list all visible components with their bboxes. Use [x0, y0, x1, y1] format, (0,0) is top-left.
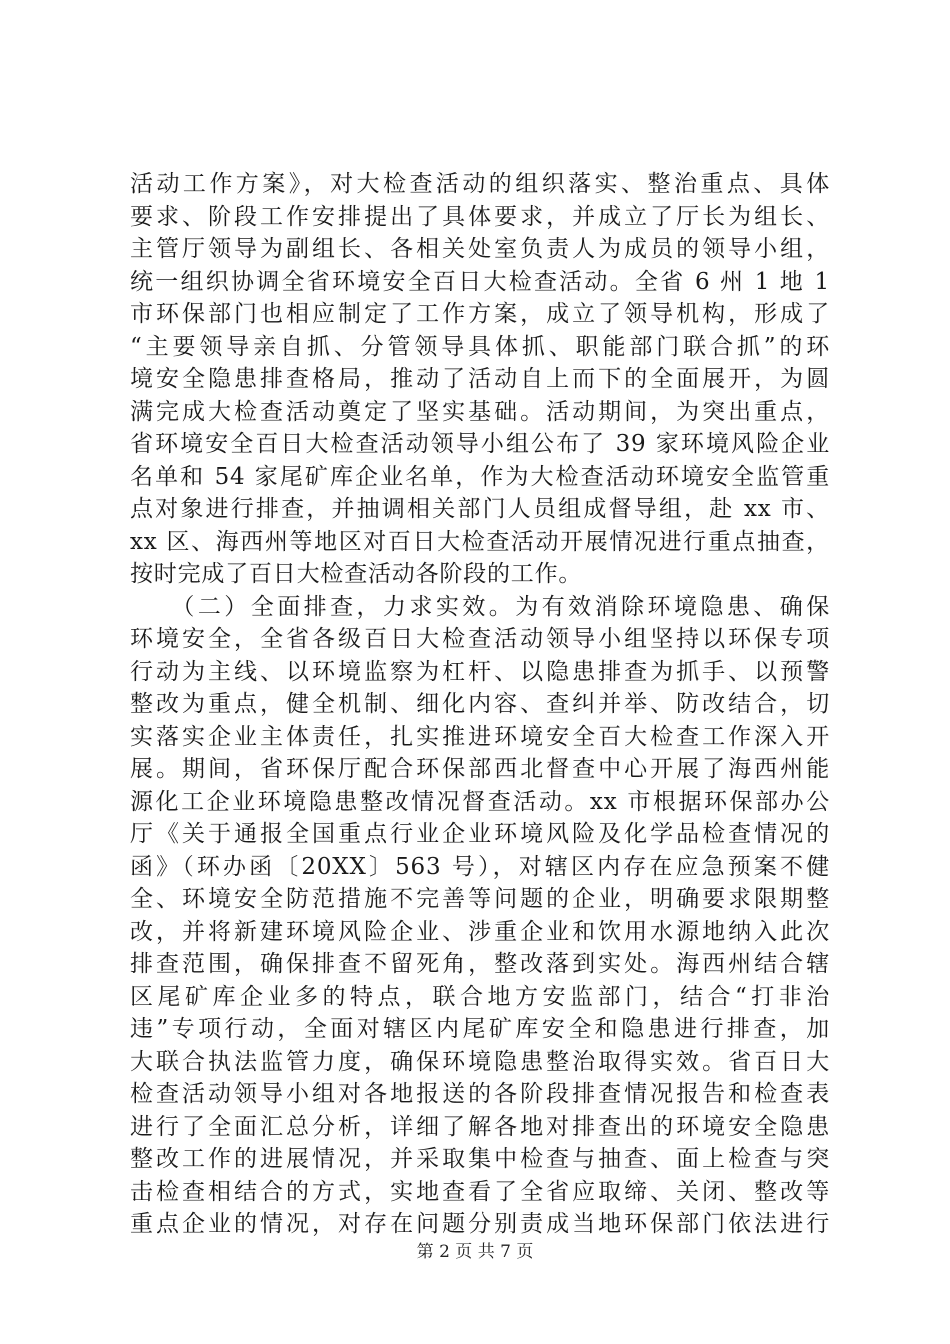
text-line: 主管厅领导为副组长、各相关处室负责人为成员的领导小组，: [130, 236, 830, 262]
text-line: 环境安全，全省各级百日大检查活动领导小组坚持以环保专项: [130, 626, 830, 652]
text-line: 排查范围，确保排查不留死角，整改落到实处。海西州结合辖: [130, 951, 830, 977]
text-line: 统一组织协调全省环境安全百日大检查活动。全省 6 州 1 地 1: [130, 268, 830, 295]
text-line: 击检查相结合的方式，实地查看了全省应取缔、关闭、整改等: [130, 1178, 830, 1205]
text-line: 改，并将新建环境风险企业、涉重企业和饮用水源地纳入此次: [130, 918, 830, 945]
text-line: 境安全隐患排查格局，推动了活动自上而下的全面展开，为圆: [130, 366, 830, 392]
text-line: 满完成大检查活动奠定了坚实基础。活动期间，为突出重点，: [130, 398, 830, 425]
text-line: 进行了全面汇总分析，详细了解各地对排查出的环境安全隐患: [130, 1113, 830, 1140]
text-line: 行动为主线、以环境监察为杠杆、以隐患排查为抓手、以预警: [130, 658, 830, 685]
page-number-footer: 第 2 页 共 7 页: [416, 1242, 534, 1262]
text-line: 全、环境安全防范措施不完善等问题的企业，明确要求限期整: [130, 886, 830, 912]
text-line: 厅《关于通报全国重点行业企业环境风险及化学品检查情况的: [130, 821, 830, 847]
text-line: 展。期间，省环保厅配合环保部西北督查中心开展了海西州能: [130, 756, 830, 782]
text-line: 市环保部门也相应制定了工作方案，成立了领导机构，形成了: [130, 301, 830, 327]
text-line: 活动工作方案》，对大检查活动的组织落实、整治重点、具体: [130, 171, 830, 197]
text-line: 省环境安全百日大检查活动领导小组公布了 39 家环境风险企业: [130, 431, 830, 457]
text-line: 函》（环办函〔20XX〕563 号），对辖区内存在应急预案不健: [130, 853, 830, 880]
paragraph-start-line: （二）全面排查，力求实效。为有效消除环境隐患、确保: [130, 593, 830, 620]
document-body: [130, 168, 830, 1241]
text-line: 源化工企业环境隐患整改情况督查活动。xx 市根据环保部办公: [130, 788, 830, 815]
text-line: 点对象进行排查，并抽调相关部门人员组成督导组，赴 xx 市、: [130, 496, 830, 522]
text-line: xx 区、海西州等地区对百日大检查活动开展情况进行重点抽查，: [130, 528, 830, 555]
text-line: 检查活动领导小组对各地报送的各阶段排查情况报告和检查表: [130, 1081, 830, 1107]
text-line: 实落实企业主体责任，扎实推进环境安全百大检查工作深入开: [130, 723, 830, 750]
text-line: 整改为重点，健全机制、细化内容、查纠并举、防改结合，切: [130, 691, 830, 717]
text-line: 违”专项行动，全面对辖区内尾矿库安全和隐患进行排查，加: [130, 1016, 830, 1042]
text-line: 名单和 54 家尾矿库企业名单，作为大检查活动环境安全监管重: [130, 463, 830, 490]
paragraph-end-line: 按时完成了百日大检查活动各阶段的工作。: [130, 561, 583, 587]
text-line: 重点企业的情况，对存在问题分别责成当地环保部门依法进行: [130, 1211, 830, 1237]
text-line: 要求、阶段工作安排提出了具体要求，并成立了厅长为组长、: [130, 203, 830, 230]
text-line: 整改工作的进展情况，并采取集中检查与抽查、面上检查与突: [130, 1146, 830, 1172]
text-line: 区尾矿库企业多的特点，联合地方安监部门，结合“打非治: [130, 983, 830, 1010]
text-line: “主要领导亲自抓、分管领导具体抓、职能部门联合抓”的环: [130, 333, 830, 360]
text-line: 大联合执法监管力度，确保环境隐患整治取得实效。省百日大: [130, 1048, 830, 1075]
